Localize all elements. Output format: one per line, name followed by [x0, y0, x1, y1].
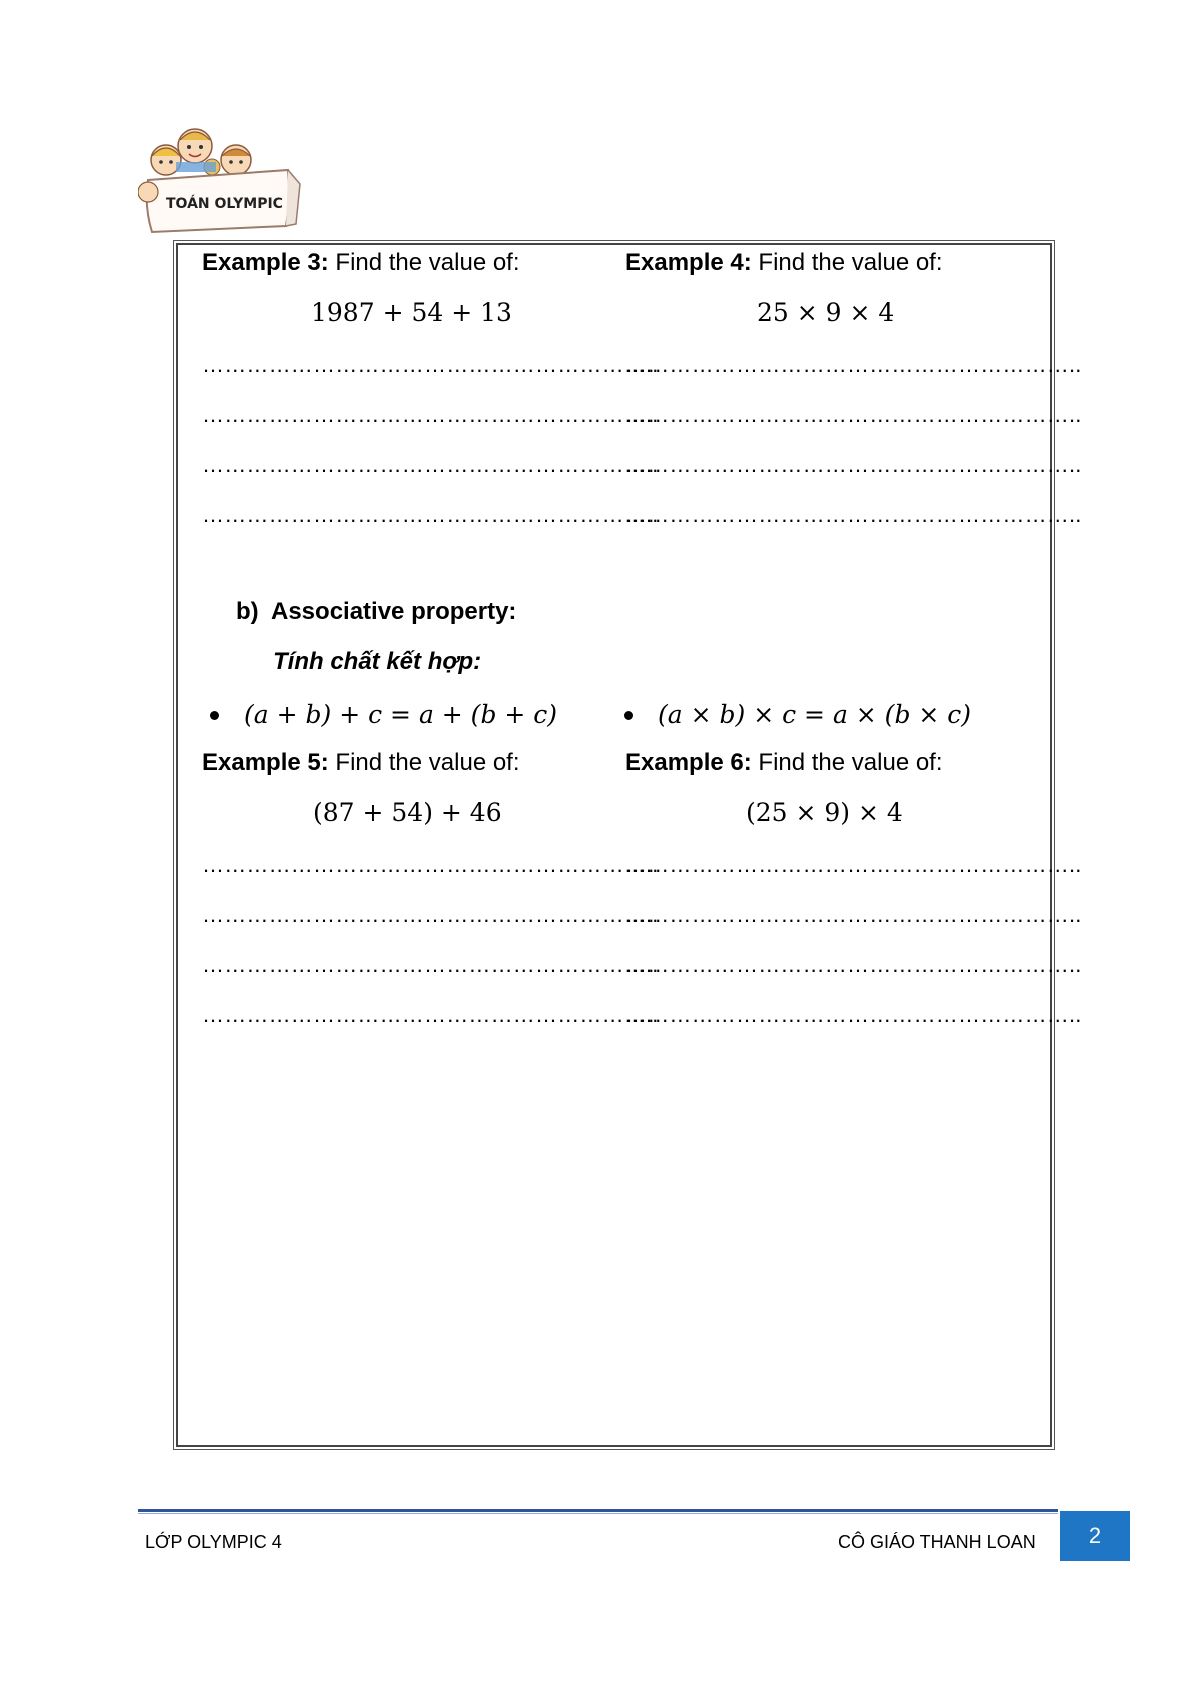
section-b-marker: b): [236, 598, 259, 625]
section-b-subtitle: Tính chất kết hợp:: [273, 648, 482, 675]
footer-rule: [138, 1509, 1058, 1512]
example-5-prompt: Find the value of:: [328, 749, 520, 776]
example-4-prompt: Find the value of:: [751, 249, 943, 276]
toan-olympic-logo: [138, 122, 316, 244]
answer-line: ……………………………………………………..: [202, 852, 659, 877]
example-4-heading: [625, 248, 943, 278]
example-6-label: Example 6:: [625, 749, 752, 776]
answer-line: ……………………………………………………..: [625, 952, 1082, 977]
answer-line: ……………………………………………………..: [625, 352, 1082, 377]
example-4-label: Example 4:: [625, 249, 752, 276]
example-5-heading: [202, 748, 520, 778]
logo-text: TOÁN OLYMPIC: [166, 196, 283, 212]
example-5-expression: (87 + 54) + 46: [313, 798, 502, 827]
answer-line: ……………………………………………………..: [625, 502, 1082, 527]
answer-line: ……………………………………………………..: [625, 452, 1082, 477]
section-b-title: Associative property:: [271, 598, 517, 625]
example-4-expression: 25 × 9 × 4: [757, 298, 895, 327]
answer-line: ……………………………………………………..: [202, 352, 659, 377]
answer-line: ……………………………………………………..: [202, 452, 659, 477]
example-3-label: Example 3:: [202, 249, 329, 276]
answer-line: ……………………………………………………..: [202, 502, 659, 527]
answer-line: ……………………………………………………..: [202, 952, 659, 977]
formula-text: (a × b) × c = a × (b × c): [658, 700, 972, 729]
footer-class-name: LỚP OLYMPIC 4: [145, 1532, 282, 1552]
example-6-expression: (25 × 9) × 4: [746, 798, 903, 827]
answer-line: ……………………………………………………..: [625, 852, 1082, 877]
example-3-prompt: Find the value of:: [328, 249, 520, 276]
page-number: 2: [1060, 1511, 1130, 1561]
answer-line: ……………………………………………………..: [625, 402, 1082, 427]
answer-line: ……………………………………………………..: [202, 1002, 659, 1027]
bullet-icon: [624, 711, 633, 720]
bullet-icon: [210, 711, 219, 720]
answer-line: ……………………………………………………..: [625, 1002, 1082, 1027]
example-6-prompt: Find the value of:: [751, 749, 943, 776]
footer-rule-shadow: [138, 1513, 1058, 1514]
associative-multiplication-formula: [658, 700, 971, 730]
footer-teacher-name: CÔ GIÁO THANH LOAN: [838, 1532, 1036, 1552]
formula-text: (a + b) + c = a + (b + c): [244, 700, 558, 729]
example-3-heading: [202, 248, 520, 278]
answer-line: ……………………………………………………..: [202, 402, 659, 427]
answer-line: ……………………………………………………..: [625, 902, 1082, 927]
example-6-heading: [625, 748, 943, 778]
answer-line: ……………………………………………………..: [202, 902, 659, 927]
associative-addition-formula: [244, 700, 557, 730]
example-3-expression: 1987 + 54 + 13: [311, 298, 512, 327]
example-5-label: Example 5:: [202, 749, 329, 776]
